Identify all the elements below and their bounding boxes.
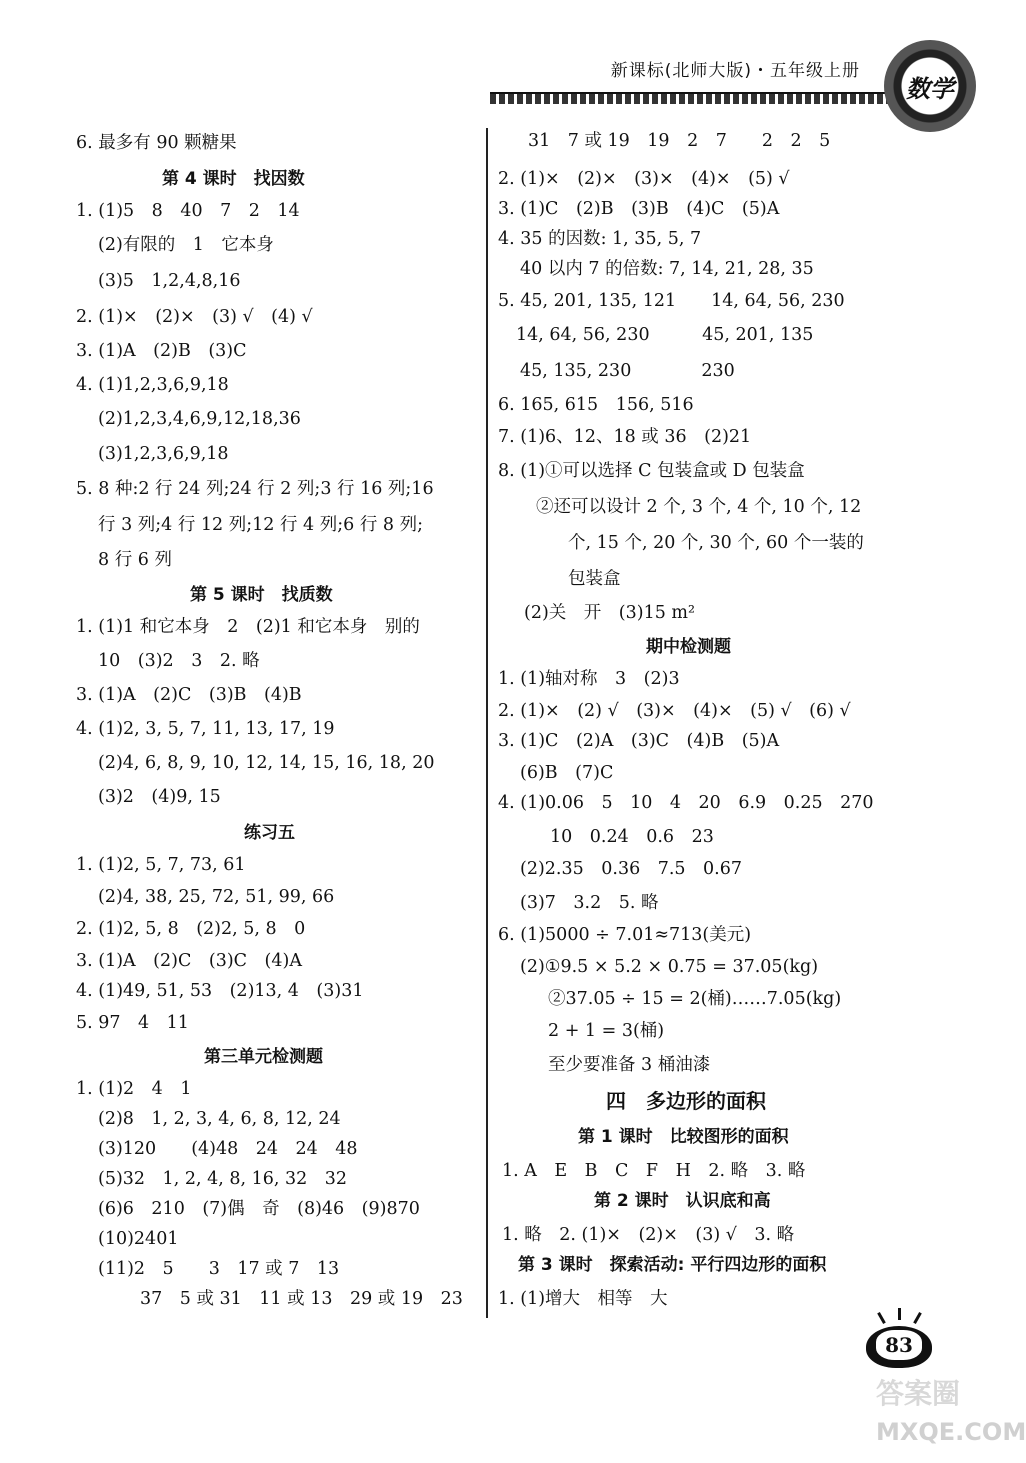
answer-line: 6. (1)5000 ÷ 7.01≈713(美元) bbox=[498, 925, 752, 945]
column-divider bbox=[486, 128, 488, 1318]
section-heading: 练习五 bbox=[244, 823, 295, 843]
answer-line: 1. A E B C F H 2. 略 3. 略 bbox=[502, 1161, 806, 1181]
answer-line: ②还可以设计 2 个, 3 个, 4 个, 10 个, 12 bbox=[536, 497, 862, 517]
answer-line: 10 (3)2 3 2. 略 bbox=[98, 651, 260, 671]
ray-icon bbox=[913, 1312, 922, 1324]
answer-line: 45, 135, 230 230 bbox=[520, 361, 735, 381]
answer-line: 3. (1)A (2)B (3)C bbox=[76, 341, 247, 361]
answer-line: 3. (1)C (2)A (3)C (4)B (5)A bbox=[498, 731, 780, 751]
section-heading: 第 1 课时 比较图形的面积 bbox=[578, 1127, 789, 1147]
answer-line: (2)①9.5 × 5.2 × 0.75 = 37.05(kg) bbox=[520, 957, 819, 977]
answer-line: (2)2.35 0.36 7.5 0.67 bbox=[520, 859, 743, 879]
answer-line: 4. (1)49, 51, 53 (2)13, 4 (3)31 bbox=[76, 981, 364, 1001]
chapter-heading: 四 多边形的面积 bbox=[606, 1089, 766, 1113]
answer-line: 1. (1)1 和它本身 2 (2)1 和它本身 别的 bbox=[76, 617, 420, 637]
section-heading: 第 4 课时 找因数 bbox=[162, 169, 305, 189]
answer-line: 5. 97 4 11 bbox=[76, 1013, 189, 1033]
subject-badge-icon bbox=[884, 40, 976, 132]
answer-line: 37 5 或 31 11 或 13 29 或 19 23 bbox=[140, 1289, 463, 1309]
page-number-badge bbox=[866, 1318, 936, 1368]
ray-icon bbox=[877, 1312, 886, 1324]
answer-line: 3. (1)C (2)B (3)B (4)C (5)A bbox=[498, 199, 780, 219]
answer-line: 6. 165, 615 156, 516 bbox=[498, 395, 694, 415]
answer-line: (3)1,2,3,6,9,18 bbox=[98, 444, 229, 464]
answer-line: 5. 45, 201, 135, 121 14, 64, 56, 230 bbox=[498, 291, 845, 311]
answer-line: 1. (1)轴对称 3 (2)3 bbox=[498, 669, 680, 689]
book-title: 新课标(北师大版)・五年级上册 bbox=[610, 61, 860, 81]
answer-line: 8 行 6 列 bbox=[98, 550, 172, 570]
answer-line: 3. (1)A (2)C (3)B (4)B bbox=[76, 685, 302, 705]
answer-line: 包装盒 bbox=[568, 569, 621, 589]
answer-line: (2)有限的 1 它本身 bbox=[98, 235, 274, 255]
section-heading: 第 5 课时 找质数 bbox=[190, 585, 333, 605]
section-heading: 第三单元检测题 bbox=[204, 1047, 323, 1067]
answer-line: (11)2 5 3 17 或 7 13 bbox=[98, 1259, 340, 1279]
answer-line: (3)5 1,2,4,8,16 bbox=[98, 271, 241, 291]
answer-line: (3)2 (4)9, 15 bbox=[98, 787, 221, 807]
watermark-logo: 答案圈 bbox=[876, 1377, 961, 1410]
answer-line: 6. 最多有 90 颗糖果 bbox=[76, 133, 237, 153]
answer-line: 4. (1)1,2,3,6,9,18 bbox=[76, 375, 229, 395]
section-heading: 第 3 课时 探索活动: 平行四边形的面积 bbox=[518, 1255, 827, 1275]
ray-icon bbox=[898, 1308, 901, 1320]
answer-line: (2)8 1, 2, 3, 4, 6, 8, 12, 24 bbox=[98, 1109, 341, 1129]
answer-line: (3)120 (4)48 24 24 48 bbox=[98, 1139, 358, 1159]
answer-line: (5)32 1, 2, 4, 8, 16, 32 32 bbox=[98, 1169, 348, 1189]
answer-line: (2)1,2,3,4,6,9,12,18,36 bbox=[98, 409, 301, 429]
answer-line: 10 0.24 0.6 23 bbox=[550, 827, 714, 847]
answer-line: (6)B (7)C bbox=[520, 763, 614, 783]
answer-line: 1. (1)增大 相等 大 bbox=[498, 1289, 668, 1309]
answer-line: (3)7 3.2 5. 略 bbox=[520, 893, 659, 913]
answer-line: 5. 8 种:2 行 24 列;24 行 2 列;3 行 16 列;16 bbox=[76, 479, 434, 499]
answer-line: (2)4, 38, 25, 72, 51, 99, 66 bbox=[98, 887, 335, 907]
answer-line: 4. (1)0.06 5 10 4 20 6.9 0.25 270 bbox=[498, 793, 874, 813]
answer-line: 至少要准备 3 桶油漆 bbox=[548, 1055, 711, 1075]
answer-line: 40 以内 7 的倍数: 7, 14, 21, 28, 35 bbox=[520, 259, 814, 279]
answer-line: (10)2401 bbox=[98, 1229, 179, 1249]
answer-line: 3. (1)A (2)C (3)C (4)A bbox=[76, 951, 302, 971]
header-rule bbox=[490, 92, 930, 104]
answer-line: 7. (1)6、12、18 或 36 (2)21 bbox=[498, 427, 752, 447]
answer-line: 2. (1)× (2)× (3) √ (4) √ bbox=[76, 307, 313, 327]
answer-line: 1. (1)5 8 40 7 2 14 bbox=[76, 201, 300, 221]
answer-line: 个, 15 个, 20 个, 30 个, 60 个一装的 bbox=[568, 533, 864, 553]
answer-line: 1. (1)2, 5, 7, 73, 61 bbox=[76, 855, 246, 875]
answer-line: 2. (1)× (2)× (3)× (4)× (5) √ bbox=[498, 169, 790, 189]
subject-badge-label: 数学 bbox=[906, 73, 954, 103]
answer-line: ②37.05 ÷ 15 = 2(桶)……7.05(kg) bbox=[548, 989, 842, 1009]
section-heading: 期中检测题 bbox=[646, 637, 731, 657]
watermark-url: MXQE.COM bbox=[876, 1418, 1026, 1446]
answer-line: 8. (1)①可以选择 C 包装盒或 D 包装盒 bbox=[498, 461, 805, 481]
answer-line: 1. 略 2. (1)× (2)× (3) √ 3. 略 bbox=[502, 1225, 795, 1245]
answer-line: (2)4, 6, 8, 9, 10, 12, 14, 15, 16, 18, 20 bbox=[98, 753, 435, 773]
section-heading: 第 2 课时 认识底和高 bbox=[594, 1191, 771, 1211]
answer-line: 31 7 或 19 19 2 7 2 2 5 bbox=[528, 131, 831, 151]
answer-line: 4. 35 的因数: 1, 35, 5, 7 bbox=[498, 229, 702, 249]
answer-line: 14, 64, 56, 230 45, 201, 135 bbox=[516, 325, 814, 345]
answer-line: 2. (1)2, 5, 8 (2)2, 5, 8 0 bbox=[76, 919, 306, 939]
answer-line: (6)6 210 (7)偶 奇 (8)46 (9)870 bbox=[98, 1199, 420, 1219]
answer-line: 2. (1)× (2) √ (3)× (4)× (5) √ (6) √ bbox=[498, 701, 851, 721]
answer-line: 4. (1)2, 3, 5, 7, 11, 13, 17, 19 bbox=[76, 719, 335, 739]
answer-line: 行 3 列;4 行 12 列;12 行 4 列;6 行 8 列; bbox=[98, 515, 423, 535]
answer-line: 1. (1)2 4 1 bbox=[76, 1079, 192, 1099]
answer-line: (2)关 开 (3)15 m² bbox=[524, 603, 696, 623]
page-header bbox=[490, 40, 980, 120]
page-number: 83 bbox=[876, 1330, 922, 1360]
answer-line: 2 + 1 = 3(桶) bbox=[548, 1021, 665, 1041]
